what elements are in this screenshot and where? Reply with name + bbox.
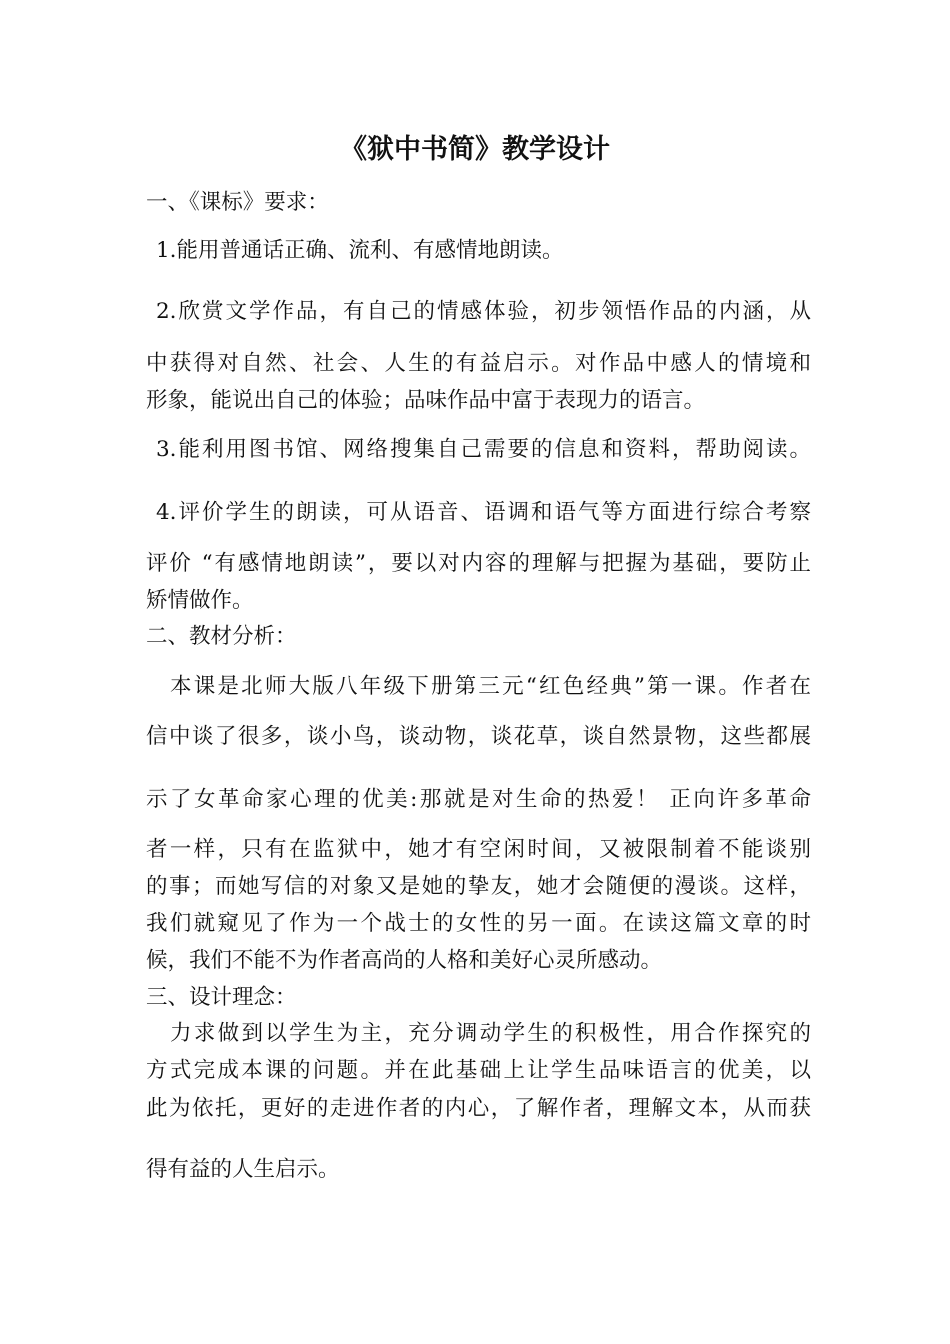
paragraph-line: 候，我们不能不为作者高尚的人格和美好心灵所感动。 [146,948,663,973]
paragraph-line: 形象，能说出自己的体验；品味作品中富于表现力的语言。 [146,388,706,413]
paragraph-line: 方式完成本课的问题。并在此基础上让学生品味语言的优美，以 [146,1058,811,1083]
paragraph-line: 中获得对自然、社会、人生的有益启示。对作品中感人的情境和 [146,351,811,376]
paragraph-line: 我们就窥见了作为一个战士的女性的另一面。在读这篇文章的时 [146,911,811,936]
paragraph-line: 示了女革命家心理的优美:那就是对生命的热爱！ 正向许多革命 [146,787,811,812]
paragraph-line: 此为依托，更好的走进作者的内心，了解作者，理解文本，从而获 [146,1096,811,1121]
paragraph-line: 者一样，只有在监狱中，她才有空闲时间，又被限制着不能谈别 [146,837,811,862]
document-title: 《狱中书简》教学设计 [340,134,610,165]
paragraph-line: 2.欣赏文学作品，有自己的情感体验，初步领悟作品的内涵，从 [156,299,811,324]
paragraph-line: 4.评价学生的朗读，可从语音、语调和语气等方面进行综合考察 [156,500,811,525]
paragraph-line: 信中谈了很多，谈小鸟，谈动物，谈花草，谈自然景物，这些都展 [146,724,811,749]
paragraph-line: 本课是北师大版八年级下册第三元“红色经典”第一课。作者在 [170,674,811,699]
section-heading-curriculum: 一、《课标》要求： [146,190,329,215]
paragraph-line: 1.能用普通话正确、流利、有感情地朗读。 [156,238,564,263]
paragraph-line: 力求做到以学生为主，充分调动学生的积极性，用合作探究的 [170,1021,811,1046]
section-heading-design-concept: 三、设计理念： [146,985,297,1010]
paragraph-line: 得有益的人生启示。 [146,1157,340,1182]
paragraph-line: 矫情做作。 [146,588,254,613]
section-heading-material: 二、教材分析： [146,624,297,649]
paragraph-line: 3.能利用图书馆、网络搜集自己需要的信息和资料，帮助阅读。 [156,437,811,462]
paragraph-line: 评价 “有感情地朗读”，要以对内容的理解与把握为基础，要防止 [146,551,811,576]
paragraph-line: 的事；而她写信的对象又是她的挚友，她才会随便的漫谈。这样， [146,874,811,899]
